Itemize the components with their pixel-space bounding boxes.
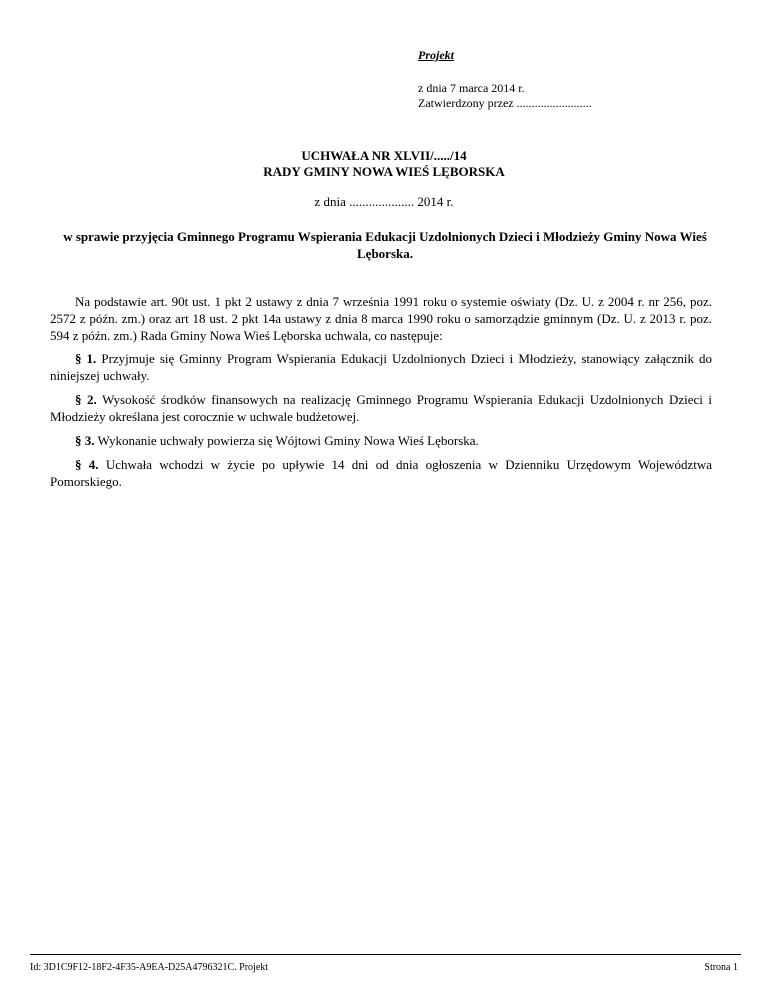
resolution-number: UCHWAŁA NR XLVII/...../14 [301, 148, 467, 163]
section-4 [50, 456, 712, 490]
council-name: RADY GMINY NOWA WIEŚ LĘBORSKA [263, 164, 505, 179]
section-number: § 3. [75, 433, 95, 448]
section-text: Uchwała wchodzi w życie po upływie 14 dni od dnia ogłoszenia w Dzienniku Urzędowym Województwa Pomorskiego. [50, 457, 713, 489]
section-number: § 1. [75, 351, 97, 366]
footer-divider [30, 954, 741, 955]
section-number: § 2. [75, 392, 97, 407]
section-number: § 4. [75, 457, 99, 472]
stamp-date: z dnia 7 marca 2014 r. [418, 81, 525, 95]
resolution-subject: w sprawie przyjęcia Gminnego Programu Wspierania Edukacji Uzdolnionych Dzieci i Młodzieży Gminy Nowa Wieś Lęborska. [63, 229, 707, 261]
project-label: Projekt [418, 48, 454, 62]
resolution-date: z dnia .................... 2014 r. [314, 194, 454, 209]
section-3 [50, 432, 712, 449]
footer-page-number: Strona 1 [704, 962, 738, 973]
section-2 [50, 391, 712, 425]
document-body [50, 293, 712, 497]
preamble: Na podstawie art. 90t ust. 1 pkt 2 ustawy z dnia 7 września 1991 roku o systemie oświaty (Dz. U. z 2004 r. nr 256, poz. 2572 z późn. zm.) oraz art 18 ust. 2 pkt 14a ustawy z dnia 8 marca 1990 roku o samorządzie gminnym (Dz. U. z 2013 r. poz. 594 z późn. zm.) Rada Gminy Nowa Wieś Lęborska uchwala, co następuje: [50, 294, 712, 343]
section-1 [50, 350, 712, 384]
project-stamp [418, 48, 592, 111]
section-text: Przyjmuje się Gminny Program Wspierania Edukacji Uzdolnionych Dzieci i Młodzieży, stanowiący załącznik do niniejszej uchwały. [50, 351, 712, 383]
section-text: Wysokość środków finansowych na realizację Gminnego Programu Wspierania Edukacji Uzdolnionych Dzieci i Młodzieży określana jest corocznie w uchwale budżetowej. [50, 392, 712, 424]
section-text: Wykonanie uchwały powierza się Wójtowi Gminy Nowa Wieś Lęborska. [94, 433, 479, 448]
footer-document-id: Id: 3D1C9F12-18F2-4F35-A9EA-D25A4796321C. Projekt [30, 962, 269, 973]
stamp-approved: Zatwierdzony przez ......................... [418, 96, 592, 110]
